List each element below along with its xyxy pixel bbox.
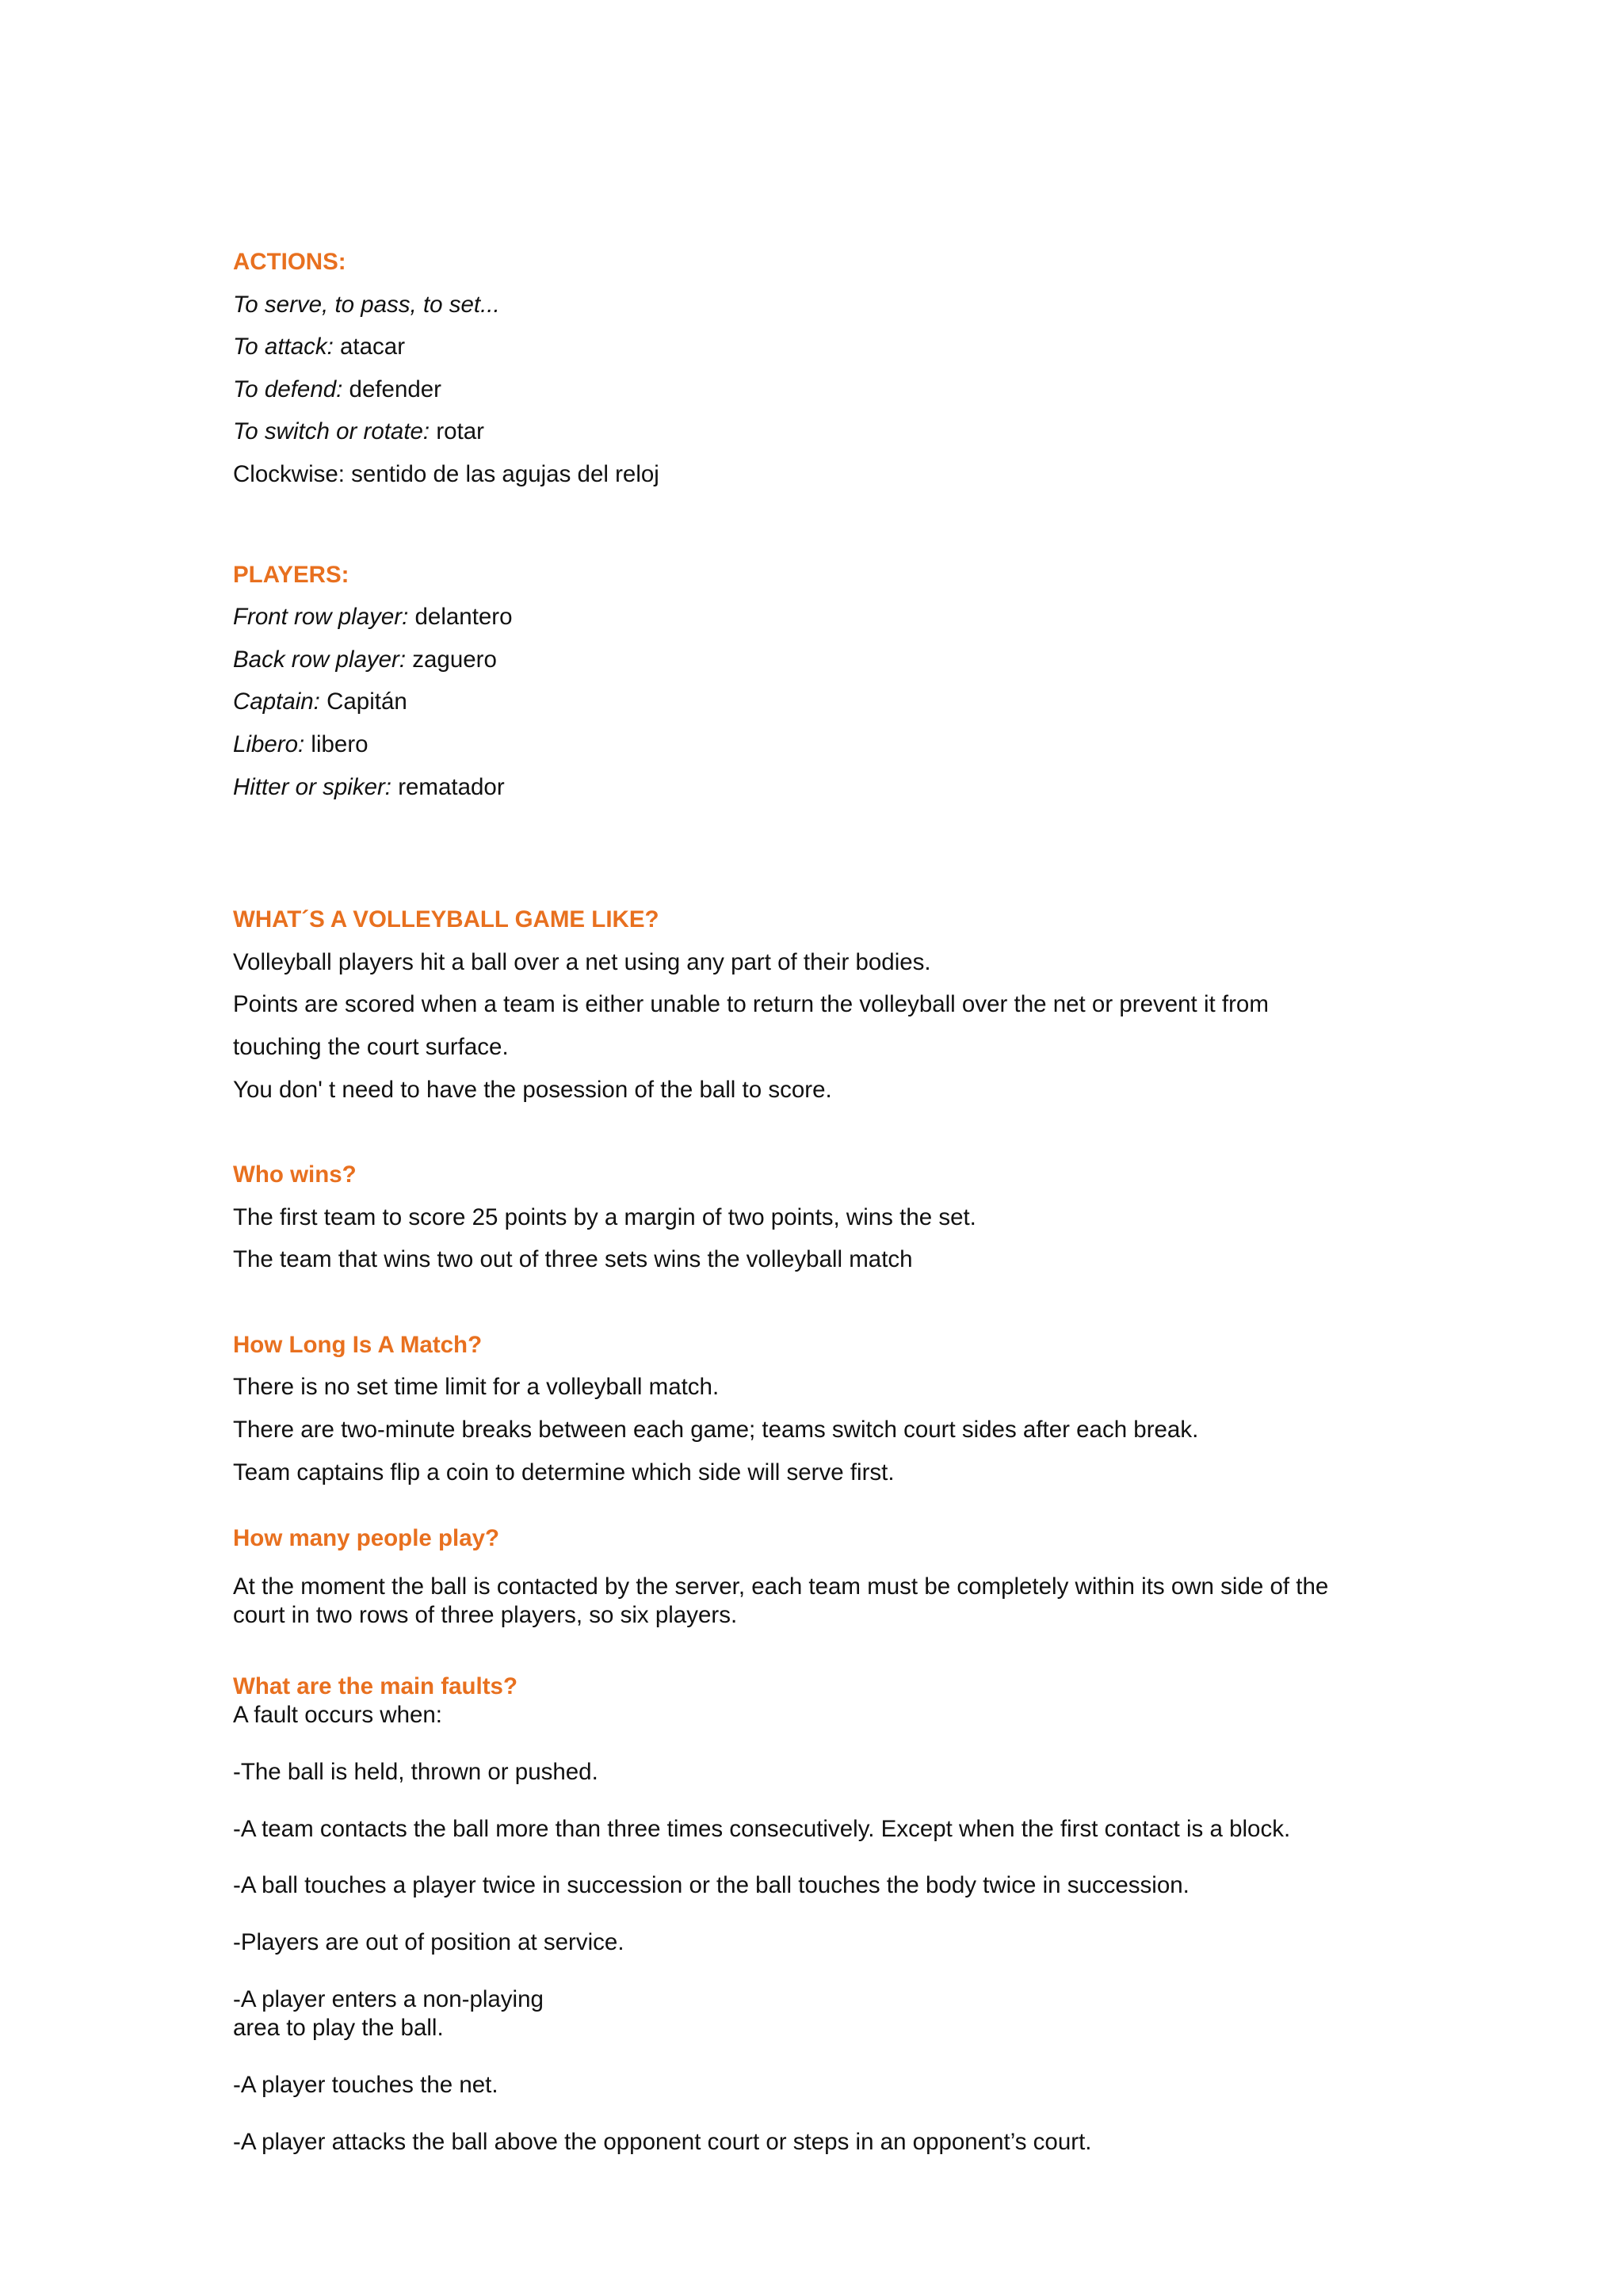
match-length-heading: How Long Is A Match?: [233, 1331, 483, 1358]
faults-heading: What are the main faults?: [233, 1672, 517, 1699]
meaning: Capitán: [319, 688, 407, 715]
term: To serve, to pass, to set...: [233, 291, 500, 318]
spacer: [233, 2100, 1501, 2128]
fault-item: -Players are out of position at service.: [233, 1928, 624, 1955]
meaning: zaguero: [406, 646, 497, 673]
game-line: You don' t need to have the posession of the ball to score.: [233, 1076, 832, 1103]
term: Captain:: [233, 688, 320, 715]
meaning: rematador: [391, 773, 505, 800]
spacer: [233, 1957, 1501, 1985]
actions-line: [233, 368, 1501, 411]
term: Front row player:: [233, 604, 409, 631]
game-heading: WHAT´S A VOLLEYBALL GAME LIKE?: [233, 906, 659, 933]
fault-item: -The ball is held, thrown or pushed.: [233, 1758, 598, 1785]
actions-line: [233, 410, 1501, 453]
meaning: libero: [304, 730, 369, 757]
term: To defend:: [233, 376, 343, 402]
spacer: [233, 496, 1501, 554]
fault-item: -A team contacts the ball more than three times consecutively. Except when the first contact is a block.: [233, 1815, 1291, 1842]
meaning: atacar: [333, 334, 406, 360]
match-length-line: There is no set time limit for a volleyball match.: [233, 1374, 720, 1401]
meaning: Clockwise: sentido de las agujas del reloj: [233, 460, 659, 487]
actions-line: [233, 284, 1501, 326]
spacer: [233, 808, 1501, 865]
spacer: [233, 1493, 1501, 1517]
who-wins-line: The first team to score 25 points by a margin of two points, wins the set.: [233, 1203, 976, 1230]
match-length-line: There are two-minute breaks between each game; teams switch court sides after each break.: [233, 1417, 1199, 1444]
spacer: [233, 879, 1501, 898]
spacer: [233, 1560, 1501, 1573]
actions-line: [233, 326, 1501, 368]
spacer: [233, 2042, 1501, 2071]
document-content: [233, 241, 1501, 2157]
faults-intro: A fault occurs when:: [233, 1701, 443, 1728]
spacer: [233, 1111, 1501, 1154]
players-line: [233, 639, 1501, 681]
meaning: delantero: [408, 604, 513, 631]
spacer: [233, 1630, 1501, 1672]
spacer: [233, 865, 1501, 879]
term: Back row player:: [233, 646, 407, 673]
people-text-line: At the moment the ball is contacted by the server, each team must be completely within its own side of the: [233, 1573, 1329, 1600]
actions-line: [233, 453, 1501, 496]
who-wins-heading: Who wins?: [233, 1161, 357, 1188]
people-heading: How many people play?: [233, 1525, 500, 1552]
fault-item-continuation: area to play the ball.: [233, 2014, 444, 2041]
players-line: [233, 681, 1501, 723]
game-line: touching the court surface.: [233, 1033, 509, 1060]
term: Hitter or spiker:: [233, 773, 391, 800]
game-line: Volleyball players hit a ball over a net using any part of their bodies.: [233, 948, 931, 975]
fault-item: -A ball touches a player twice in succession or the ball touches the body twice in succession.: [233, 1871, 1190, 1898]
meaning: defender: [342, 376, 441, 402]
match-length-line: Team captains flip a coin to determine which side will serve first.: [233, 1459, 895, 1486]
spacer: [233, 1787, 1501, 1815]
players-line: [233, 723, 1501, 766]
game-line: Points are scored when a team is either unable to return the volleyball over the net or prevent it from: [233, 991, 1269, 1018]
fault-item: -A player attacks the ball above the opponent court or steps in an opponent’s court.: [233, 2128, 1092, 2155]
who-wins-line: The team that wins two out of three sets wins the volleyball match: [233, 1246, 913, 1273]
term: To switch or rotate:: [233, 418, 430, 445]
spacer: [233, 1900, 1501, 1928]
fault-item: -A player touches the net.: [233, 2071, 498, 2098]
players-line: [233, 596, 1501, 639]
players-line: [233, 766, 1501, 809]
people-text-line: court in two rows of three players, so six players.: [233, 1601, 738, 1628]
fault-item: -A player enters a non-playing: [233, 1985, 544, 2012]
players-heading: PLAYERS:: [233, 561, 349, 588]
spacer: [233, 1730, 1501, 1758]
term: To attack:: [233, 334, 334, 360]
meaning: rotar: [430, 418, 484, 445]
term: Libero:: [233, 730, 305, 757]
actions-heading: ACTIONS:: [233, 249, 346, 275]
spacer: [233, 1844, 1501, 1871]
spacer: [233, 1281, 1501, 1324]
